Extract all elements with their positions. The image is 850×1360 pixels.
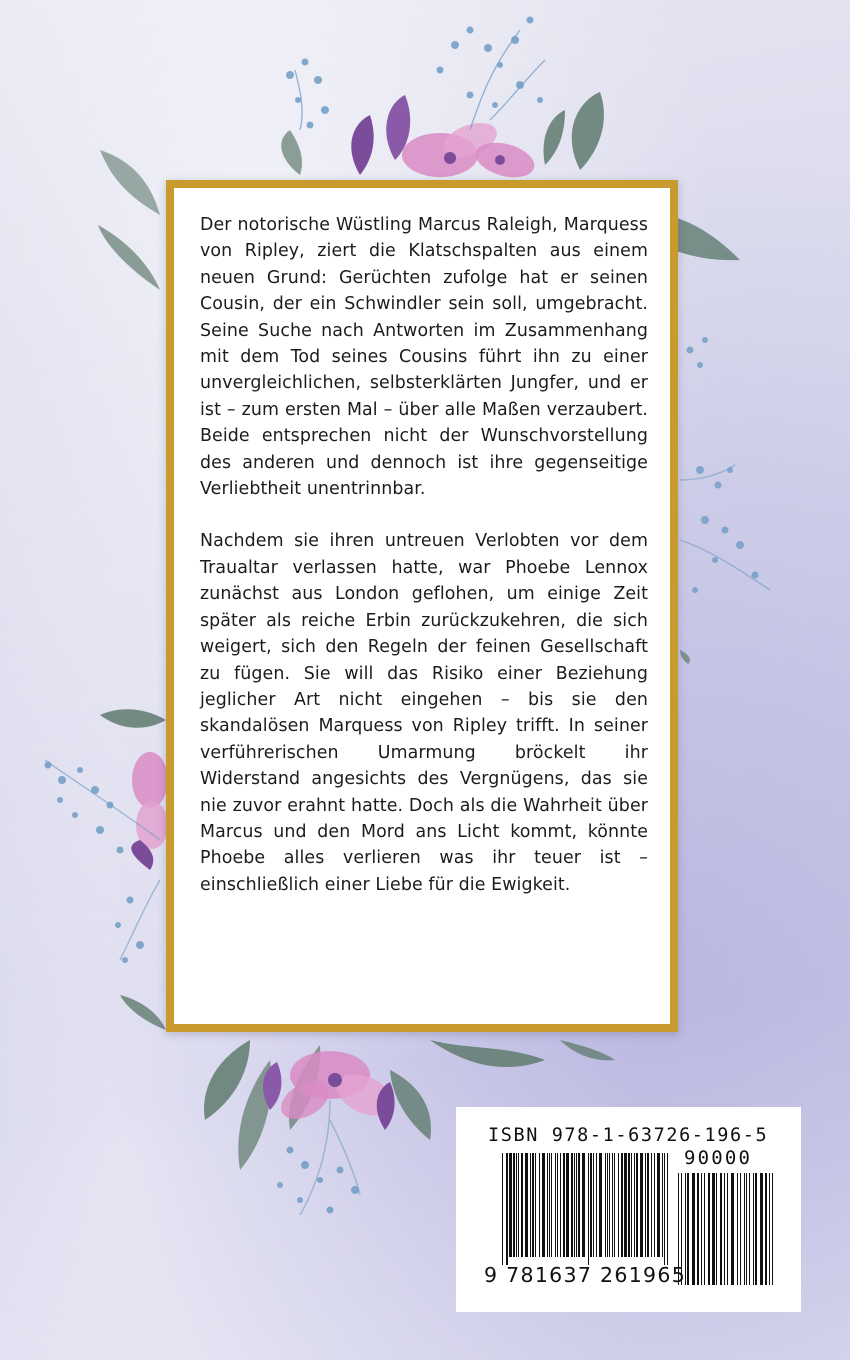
barcode-bar <box>518 1153 519 1257</box>
isbn-label: ISBN 978-1-63726-196-5 <box>488 1125 769 1146</box>
barcode-bar <box>667 1153 668 1265</box>
barcode-bar <box>560 1153 561 1257</box>
barcode-bar <box>654 1153 655 1257</box>
barcode-bar <box>618 1153 619 1257</box>
barcode-bar <box>647 1153 649 1257</box>
barcode-bar <box>634 1153 635 1257</box>
barcode-bar <box>599 1153 602 1257</box>
barcode-bar <box>607 1153 608 1257</box>
barcode-bar <box>716 1173 717 1285</box>
barcode-bar <box>588 1153 589 1265</box>
ean-digits: 9 781637 261965 <box>484 1263 687 1287</box>
barcode-bar <box>760 1173 763 1285</box>
barcode-bar <box>687 1173 689 1285</box>
barcode-bar <box>551 1153 552 1257</box>
barcode-bar <box>525 1153 528 1257</box>
barcode-bar <box>662 1153 663 1257</box>
barcode-bar <box>590 1153 592 1257</box>
barcode-bar <box>740 1173 741 1285</box>
barcode-bar <box>640 1153 643 1257</box>
barcode-bar <box>704 1173 705 1285</box>
barcode-bar <box>506 1153 508 1265</box>
barcode-bar <box>612 1153 613 1257</box>
barcode-bar <box>596 1153 597 1257</box>
blurb-paragraph-1: Der notorische Wüstling Marcus Raleigh, Marquess von Ripley, ziert die Klatschspalten aus einem neuen Grund: Gerüchten zufolge hat er seinen Cousin, der ein Schwindler sein soll, umgebracht. Seine Suche nach Antworten im Zusammenhang mit dem Tod seines Cousins führt ihn zu einer unvergleichlichen, selbsterklärten Jungfer, und er ist – zum ersten Mal – über alle Maßen verzaubert. Beide entsprechen nicht der Wunschvorstellung des anderen und dennoch ist ihre gegenseitige Verliebtheit unentrinnbar. <box>200 215 648 500</box>
right-floral-sprigs <box>680 337 770 664</box>
barcode-bar <box>521 1153 523 1257</box>
barcode-bar <box>574 1153 575 1257</box>
barcode-bar <box>731 1173 734 1285</box>
barcode-bar <box>701 1173 702 1285</box>
barcode-bar <box>593 1153 594 1257</box>
barcode-bar <box>571 1153 573 1257</box>
barcode-bar <box>576 1153 577 1257</box>
barcode-bar <box>547 1153 548 1257</box>
barcode-bar <box>555 1153 556 1257</box>
barcode-bar <box>563 1153 565 1257</box>
barcode-bar <box>769 1173 770 1285</box>
barcode-bar <box>664 1153 665 1265</box>
barcode-bar <box>753 1173 754 1285</box>
barcode-bar <box>578 1153 580 1257</box>
barcode-bar <box>624 1153 627 1257</box>
barcode-bar <box>582 1153 585 1257</box>
barcode-bar <box>557 1153 558 1257</box>
blurb-paragraph-2: Nachdem sie ihren untreuen Verlobten vor dem Traualtar verlassen hatte, war Phoebe Lennox zunächst aus London geflohen, um einige Zeit später als reiche Erbin zurückzukehren, die sich weigert, sich den Regeln der feinen Gesellschaft zu fügen. Sie will das Risiko einer Beziehung jeglicher Art nicht eingehen – bis sie den skandalösen Marquess von Ripley trifft. In seiner verführerischen Umarmung bröckelt ihr Widerstand angesichts des Vergnügens, das sie nie zuvor erahnt hatte. Doch als die Wahrheit über Marcus und den Mord ans Licht kommt, könnte Phoebe alles verlieren was ihr teuer ist – einschließlich einer Liebe für die Ewigkeit. <box>200 531 648 895</box>
blurb-text <box>200 212 648 924</box>
barcode-bar <box>712 1173 715 1285</box>
barcode-bar <box>609 1153 610 1257</box>
barcode-bar <box>530 1153 531 1257</box>
barcode-bar <box>516 1153 517 1257</box>
barcode-bar <box>727 1173 728 1285</box>
barcode-bar <box>605 1153 606 1257</box>
barcode-bar <box>539 1153 540 1257</box>
barcode-bar <box>542 1153 545 1257</box>
barcode-bar <box>692 1173 695 1285</box>
barcode-bar <box>631 1153 632 1257</box>
left-floral-cluster <box>45 709 169 1030</box>
barcode-bar <box>621 1153 623 1257</box>
blurb-panel <box>166 180 678 1032</box>
barcode-bar <box>765 1173 767 1285</box>
barcode-bar <box>697 1173 699 1285</box>
barcode-bar <box>502 1153 503 1265</box>
barcode-bar <box>513 1153 515 1257</box>
barcode-bar <box>509 1153 512 1257</box>
barcode-bar <box>755 1173 757 1285</box>
barcode-bar <box>532 1153 534 1257</box>
isbn-barcode-box <box>456 1107 801 1312</box>
barcode-bar <box>744 1173 745 1285</box>
barcode-bar <box>708 1173 710 1285</box>
barcode-bar <box>535 1153 536 1257</box>
barcode-bar <box>746 1173 747 1285</box>
barcode-bar <box>772 1173 773 1285</box>
price-code: 90000 <box>684 1147 753 1169</box>
barcode-bar <box>657 1153 660 1257</box>
barcode-bar <box>566 1153 569 1257</box>
barcode-bar <box>549 1153 550 1257</box>
barcode-bar <box>651 1153 652 1257</box>
barcode-bar <box>628 1153 630 1257</box>
barcode-bar <box>724 1173 725 1285</box>
barcode-bar <box>636 1153 638 1257</box>
barcode-bar <box>614 1153 615 1257</box>
barcode-bar <box>737 1173 738 1285</box>
barcode-bar <box>749 1173 750 1285</box>
barcode-bar <box>645 1153 646 1257</box>
barcode-bar <box>720 1173 722 1285</box>
